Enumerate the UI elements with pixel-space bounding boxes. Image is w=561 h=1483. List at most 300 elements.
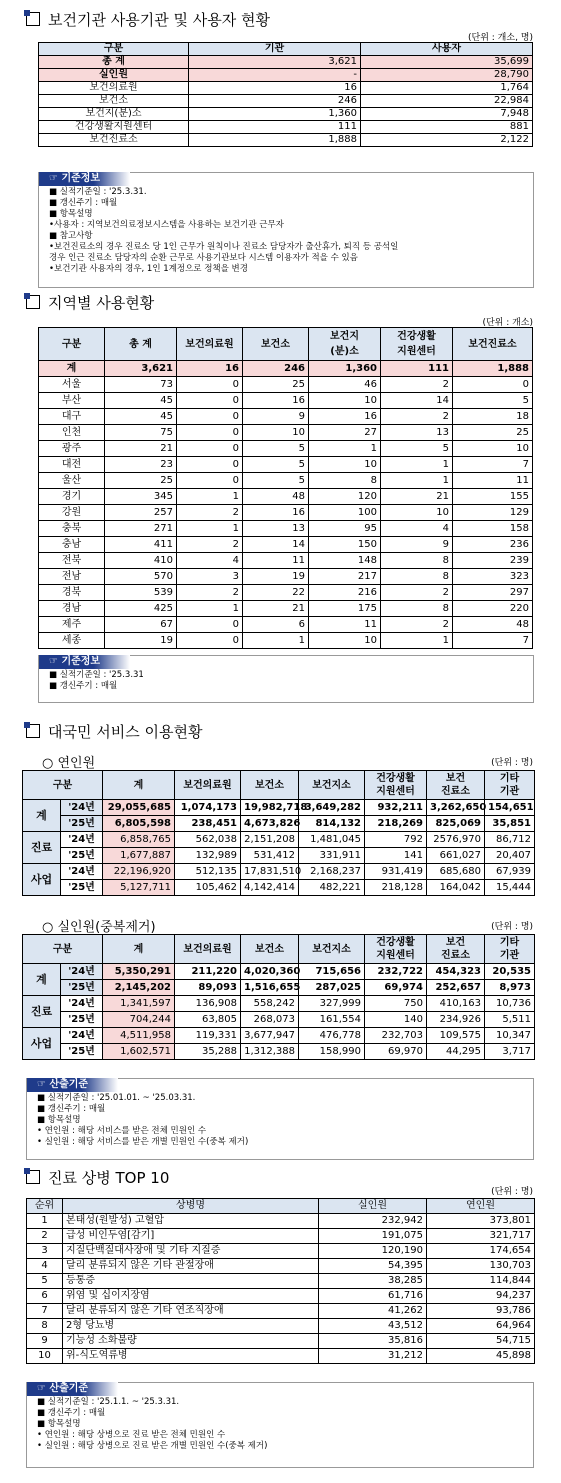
service-value: 931,419 <box>365 864 427 880</box>
note-line: •사용자 : 지역보건의료정보시스템을 사용하는 보건기관 근무자 <box>49 220 284 230</box>
service-total-table <box>22 770 535 896</box>
note-line: ■ 갱신주기 : 매월 <box>49 198 118 208</box>
service-value: 35,288 <box>175 1044 241 1060</box>
section3-title <box>26 722 202 742</box>
note-line: • 연인원 : 해당 상병으로 진료 받은 전체 민원인 수 <box>37 1430 226 1440</box>
region-value: 7 <box>453 457 533 473</box>
region-value: 411 <box>105 537 177 553</box>
service-value: 164,042 <box>427 880 485 896</box>
subtitle-unique: ○ 실인원(중복제거) <box>42 920 156 935</box>
disease-name: 2형 당뇨병 <box>63 1319 319 1334</box>
region-label: 경북 <box>39 585 105 601</box>
service-value: 3,262,650 <box>427 800 485 816</box>
rank: 5 <box>27 1274 63 1289</box>
column-header: 기타 기관 <box>485 935 535 964</box>
column-header: 사용자 <box>361 43 533 56</box>
disease-name: 급성 비인두염[감기] <box>63 1229 319 1244</box>
note-tab: ☞ 산출기준 <box>27 1382 118 1396</box>
note-line: •보건기관 사용자의 경우, 1인 1계정으로 정책을 변경 <box>49 264 248 274</box>
year-label: '25년 <box>61 980 103 996</box>
region-value: 297 <box>453 585 533 601</box>
region-value: 2 <box>381 409 453 425</box>
region-value: 21 <box>381 489 453 505</box>
service-value: 218,269 <box>365 816 427 832</box>
disease-name: 위-식도역류병 <box>63 1349 319 1364</box>
column-header: 구분 <box>23 771 103 800</box>
table-row <box>39 473 533 489</box>
service-value: 69,970 <box>365 1044 427 1060</box>
unique-patients: 54,395 <box>319 1259 427 1274</box>
region-value: 217 <box>309 569 381 585</box>
section4-title <box>26 1168 169 1188</box>
service-value: 132,989 <box>175 848 241 864</box>
service-value: 234,926 <box>427 1012 485 1028</box>
column-header: 순위 <box>27 1199 63 1214</box>
column-header: 보건의료원 <box>175 935 241 964</box>
column-header: 보건 진료소 <box>427 771 485 800</box>
rank: 4 <box>27 1259 63 1274</box>
service-value: 158,990 <box>299 1044 365 1060</box>
row-label: 보건의료원 <box>39 82 189 95</box>
region-value: 0 <box>177 473 243 489</box>
region-value: 1 <box>381 457 453 473</box>
service-value: 3,717 <box>485 1044 535 1060</box>
institution-count: 3,621 <box>189 56 361 69</box>
service-value: 232,722 <box>365 964 427 980</box>
region-value: 5 <box>453 393 533 409</box>
unique-patients: 191,075 <box>319 1229 427 1244</box>
service-value: 482,221 <box>299 880 365 896</box>
service-value: 1,481,045 <box>299 832 365 848</box>
section3-title-text: 대국민 서비스 이용현황 <box>48 723 203 741</box>
section1-table <box>38 42 533 147</box>
total-patients: 130,703 <box>427 1259 535 1274</box>
region-value: 11 <box>243 553 309 569</box>
section4-title-text: 진료 상병 TOP 10 <box>48 1169 170 1187</box>
table-row <box>23 832 535 848</box>
service-value: 218,128 <box>365 880 427 896</box>
total-patients: 114,844 <box>427 1274 535 1289</box>
service-unique-table <box>22 934 535 1060</box>
user-count: 881 <box>361 121 533 134</box>
service-value: 1,677,887 <box>103 848 175 864</box>
region-label: 충남 <box>39 537 105 553</box>
disease-name: 달리 분류되지 않은 기타 연조직장애 <box>63 1304 319 1319</box>
total-patients: 54,715 <box>427 1334 535 1349</box>
year-label: '24년 <box>61 832 103 848</box>
note-line: •보건진료소의 경우 진료소 당 1인 근무가 원칙이나 진료소 담당자가 출산휴가, 퇴직 등 공석일 <box>49 242 399 252</box>
table-row <box>39 121 533 134</box>
unique-patients: 61,716 <box>319 1289 427 1304</box>
region-value: 10 <box>309 633 381 649</box>
region-value: 19 <box>105 633 177 649</box>
region-value: 1,360 <box>309 361 381 377</box>
service-value: 10,736 <box>485 996 535 1012</box>
region-value: 2 <box>381 377 453 393</box>
header-row <box>23 771 535 800</box>
region-value: 4 <box>381 521 453 537</box>
service-value: 4,673,826 <box>241 816 299 832</box>
region-value: 1 <box>309 441 381 457</box>
region-value: 1 <box>177 521 243 537</box>
region-value: 25 <box>453 425 533 441</box>
service-value: 5,350,291 <box>103 964 175 980</box>
institution-count: 1,360 <box>189 108 361 121</box>
table-row <box>27 1304 535 1319</box>
section2-title-text: 지역별 사용현황 <box>48 294 155 312</box>
region-value: 9 <box>243 409 309 425</box>
region-value: 148 <box>309 553 381 569</box>
service-value: 268,073 <box>241 1012 299 1028</box>
region-label: 서울 <box>39 377 105 393</box>
column-header: 총 계 <box>105 328 177 361</box>
total-patients: 373,801 <box>427 1214 535 1229</box>
service-value: 512,135 <box>175 864 241 880</box>
section4-unit: (단위 : 명) <box>491 1187 533 1197</box>
table-row <box>23 1028 535 1044</box>
service-value: 454,323 <box>427 964 485 980</box>
region-value: 345 <box>105 489 177 505</box>
section4-note <box>26 1382 534 1468</box>
region-value: 8 <box>309 473 381 489</box>
column-header: 계 <box>103 935 175 964</box>
service-value: 105,462 <box>175 880 241 896</box>
note-line: ■ 항목설명 <box>49 209 93 219</box>
region-value: 0 <box>177 425 243 441</box>
region-value: 14 <box>381 393 453 409</box>
service-value: 6,805,598 <box>103 816 175 832</box>
region-value: 2 <box>177 585 243 601</box>
region-value: 10 <box>453 441 533 457</box>
region-value: 23 <box>105 457 177 473</box>
region-value: 67 <box>105 617 177 633</box>
total-patients: 321,717 <box>427 1229 535 1244</box>
region-value: 120 <box>309 489 381 505</box>
table-row <box>39 56 533 69</box>
disease-name: 본태성(원발성) 고혈압 <box>63 1214 319 1229</box>
column-header: 건강생활 지원센터 <box>365 771 427 800</box>
total-patients: 64,964 <box>427 1319 535 1334</box>
service-value: 750 <box>365 996 427 1012</box>
note-line: ■ 실적기준일 : '25.3.31. <box>49 187 147 197</box>
region-value: 257 <box>105 505 177 521</box>
region-value: 10 <box>309 393 381 409</box>
year-label: '24년 <box>61 864 103 880</box>
row-label: 보건진료소 <box>39 134 189 147</box>
rank: 1 <box>27 1214 63 1229</box>
region-value: 95 <box>309 521 381 537</box>
disease-name: 달리 분류되지 않은 기타 관절장애 <box>63 1259 319 1274</box>
service-value: 19,982,718 <box>241 800 299 816</box>
column-header: 보건지소 <box>299 771 365 800</box>
column-header: 구분 <box>39 43 189 56</box>
row-label: 총 계 <box>39 56 189 69</box>
row-label: 건강생활지원센터 <box>39 121 189 134</box>
region-value: 18 <box>453 409 533 425</box>
service-value: 20,535 <box>485 964 535 980</box>
note-line: • 실인원 : 해당 서비스를 받은 개별 민원인 수(중복 제거) <box>37 1137 249 1147</box>
note-line: ■ 참고사항 <box>49 231 93 241</box>
service-value: 715,656 <box>299 964 365 980</box>
service-value: 136,908 <box>175 996 241 1012</box>
column-header: 보건의료원 <box>175 771 241 800</box>
user-count: 22,984 <box>361 95 533 108</box>
service-value: 141 <box>365 848 427 864</box>
service-value: 252,657 <box>427 980 485 996</box>
service-value: 825,069 <box>427 816 485 832</box>
region-value: 2 <box>177 537 243 553</box>
column-header: 기타 기관 <box>485 771 535 800</box>
square-bullet-icon <box>26 1170 40 1184</box>
service-value: 814,132 <box>299 816 365 832</box>
service-value: 661,027 <box>427 848 485 864</box>
region-value: 16 <box>177 361 243 377</box>
table-row <box>27 1259 535 1274</box>
region-value: 155 <box>453 489 533 505</box>
table-row <box>23 996 535 1012</box>
service-value: 35,851 <box>485 816 535 832</box>
region-value: 48 <box>243 489 309 505</box>
group-label: 진료 <box>23 996 61 1028</box>
service-value: 10,347 <box>485 1028 535 1044</box>
region-value: 236 <box>453 537 533 553</box>
region-value: 3,621 <box>105 361 177 377</box>
region-value: 9 <box>381 537 453 553</box>
total-patients: 45,898 <box>427 1349 535 1364</box>
table-row <box>23 980 535 996</box>
service-value: 211,220 <box>175 964 241 980</box>
service-value: 3,649,282 <box>299 800 365 816</box>
column-header: 보건소 <box>241 935 299 964</box>
table-row <box>27 1289 535 1304</box>
total-patients: 94,237 <box>427 1289 535 1304</box>
region-value: 1,888 <box>453 361 533 377</box>
note-tab: ☞ 기준정보 <box>39 655 130 669</box>
region-value: 2 <box>177 505 243 521</box>
service-value: 17,831,510 <box>241 864 299 880</box>
unique-patients: 31,212 <box>319 1349 427 1364</box>
service-value: 792 <box>365 832 427 848</box>
top10-table <box>26 1198 535 1364</box>
region-label: 광주 <box>39 441 105 457</box>
institution-count: 1,888 <box>189 134 361 147</box>
service-value: 69,974 <box>365 980 427 996</box>
service-value: 6,858,765 <box>103 832 175 848</box>
user-count: 1,764 <box>361 82 533 95</box>
table-row <box>39 361 533 377</box>
service-value: 331,911 <box>299 848 365 864</box>
region-value: 271 <box>105 521 177 537</box>
region-value: 3 <box>177 569 243 585</box>
note-line: ■ 갱신주기 : 매월 <box>37 1408 106 1418</box>
unique-patients: 43,512 <box>319 1319 427 1334</box>
region-label: 울산 <box>39 473 105 489</box>
region-value: 19 <box>243 569 309 585</box>
year-label: '24년 <box>61 800 103 816</box>
rank: 7 <box>27 1304 63 1319</box>
year-label: '24년 <box>61 1028 103 1044</box>
service-value: 140 <box>365 1012 427 1028</box>
table-row <box>39 505 533 521</box>
institution-count: 111 <box>189 121 361 134</box>
region-value: 21 <box>243 601 309 617</box>
section2-unit: (단위 : 개소) <box>482 318 533 328</box>
column-header: 보건의료원 <box>177 328 243 361</box>
service-value: 1,341,597 <box>103 996 175 1012</box>
column-header: 계 <box>103 771 175 800</box>
region-value: 5 <box>243 441 309 457</box>
region-label: 전남 <box>39 569 105 585</box>
region-value: 0 <box>177 441 243 457</box>
region-value: 10 <box>309 457 381 473</box>
region-value: 410 <box>105 553 177 569</box>
group-label: 진료 <box>23 832 61 864</box>
service-value: 562,038 <box>175 832 241 848</box>
table-row <box>39 441 533 457</box>
total-patients: 93,786 <box>427 1304 535 1319</box>
service-value: 154,651 <box>485 800 535 816</box>
column-header: 실인원 <box>319 1199 427 1214</box>
region-label: 계 <box>39 361 105 377</box>
table-row <box>39 585 533 601</box>
row-label: 보건지(분)소 <box>39 108 189 121</box>
square-bullet-icon <box>26 12 40 26</box>
column-header: 보건지소 <box>299 935 365 964</box>
service-value: 109,575 <box>427 1028 485 1044</box>
region-value: 1 <box>243 633 309 649</box>
region-value: 8 <box>381 553 453 569</box>
region-value: 6 <box>243 617 309 633</box>
service-value: 89,093 <box>175 980 241 996</box>
region-label: 강원 <box>39 505 105 521</box>
region-value: 14 <box>243 537 309 553</box>
institution-count: 16 <box>189 82 361 95</box>
region-value: 539 <box>105 585 177 601</box>
note-line: ■ 실적기준일 : '25.1.1. ~ '25.3.31. <box>37 1397 180 1407</box>
disease-name: 위염 및 십이지장염 <box>63 1289 319 1304</box>
note-line: ■ 갱신주기 : 매월 <box>37 1104 106 1114</box>
section1-note <box>38 172 534 288</box>
table-row <box>27 1334 535 1349</box>
service-value: 3,677,947 <box>241 1028 299 1044</box>
region-label: 충북 <box>39 521 105 537</box>
service-value: 5,511 <box>485 1012 535 1028</box>
column-header: 건강생활 지원센터 <box>365 935 427 964</box>
table-row <box>23 880 535 896</box>
region-value: 5 <box>243 473 309 489</box>
region-label: 경남 <box>39 601 105 617</box>
section3-unit1: (단위 : 명) <box>491 758 533 768</box>
region-value: 175 <box>309 601 381 617</box>
region-label: 대구 <box>39 409 105 425</box>
region-value: 246 <box>243 361 309 377</box>
year-label: '25년 <box>61 816 103 832</box>
service-value: 4,020,360 <box>241 964 299 980</box>
column-header: 구분 <box>39 328 105 361</box>
region-value: 10 <box>381 505 453 521</box>
note-tab: ☞ 기준정보 <box>39 172 130 186</box>
region-value: 5 <box>243 457 309 473</box>
rank: 3 <box>27 1244 63 1259</box>
year-label: '24년 <box>61 996 103 1012</box>
table-row <box>27 1274 535 1289</box>
service-value: 67,939 <box>485 864 535 880</box>
table-row <box>39 537 533 553</box>
region-value: 8 <box>381 601 453 617</box>
column-header: 보건소 <box>241 771 299 800</box>
service-value: 1,602,571 <box>103 1044 175 1060</box>
region-value: 129 <box>453 505 533 521</box>
unique-patients: 232,942 <box>319 1214 427 1229</box>
service-value: 44,295 <box>427 1044 485 1060</box>
service-value: 22,196,920 <box>103 864 175 880</box>
table-row <box>27 1319 535 1334</box>
region-label: 제주 <box>39 617 105 633</box>
service-value: 531,412 <box>241 848 299 864</box>
service-value: 15,444 <box>485 880 535 896</box>
region-value: 0 <box>177 393 243 409</box>
table-row <box>39 82 533 95</box>
note-line: ■ 항목설명 <box>37 1115 81 1125</box>
service-value: 4,511,958 <box>103 1028 175 1044</box>
region-value: 0 <box>453 377 533 393</box>
region-value: 570 <box>105 569 177 585</box>
note-body <box>49 187 527 275</box>
note-line: ■ 항목설명 <box>37 1419 81 1429</box>
service-value: 8,973 <box>485 980 535 996</box>
table-row <box>23 1044 535 1060</box>
table-row <box>39 393 533 409</box>
subtitle-total: ○ 연인원 <box>42 756 96 771</box>
square-bullet-icon <box>26 724 40 738</box>
service-value: 232,703 <box>365 1028 427 1044</box>
region-value: 2 <box>381 585 453 601</box>
service-value: 2,151,208 <box>241 832 299 848</box>
region-value: 158 <box>453 521 533 537</box>
region-value: 239 <box>453 553 533 569</box>
disease-name: 등통증 <box>63 1274 319 1289</box>
region-value: 25 <box>243 377 309 393</box>
table-row <box>23 848 535 864</box>
service-value: 2,145,202 <box>103 980 175 996</box>
total-patients: 174,654 <box>427 1244 535 1259</box>
table-row <box>23 800 535 816</box>
region-value: 45 <box>105 409 177 425</box>
service-value: 2,168,237 <box>299 864 365 880</box>
unique-patients: 120,190 <box>319 1244 427 1259</box>
user-count: 7,948 <box>361 108 533 121</box>
column-header: 연인원 <box>427 1199 535 1214</box>
region-value: 16 <box>243 505 309 521</box>
group-label: 계 <box>23 964 61 996</box>
region-value: 11 <box>453 473 533 489</box>
service-value: 86,712 <box>485 832 535 848</box>
service-value: 1,312,388 <box>241 1044 299 1060</box>
year-label: '25년 <box>61 1012 103 1028</box>
year-label: '24년 <box>61 964 103 980</box>
table-row <box>27 1229 535 1244</box>
region-value: 425 <box>105 601 177 617</box>
region-value: 16 <box>243 393 309 409</box>
rank: 2 <box>27 1229 63 1244</box>
region-value: 46 <box>309 377 381 393</box>
user-count: 35,699 <box>361 56 533 69</box>
note-line: ■ 실적기준일 : '25.01.01. ~ '25.03.31. <box>37 1093 196 1103</box>
column-header: 보건 진료소 <box>427 935 485 964</box>
table-row <box>39 377 533 393</box>
service-value: 5,127,711 <box>103 880 175 896</box>
region-value: 11 <box>309 617 381 633</box>
